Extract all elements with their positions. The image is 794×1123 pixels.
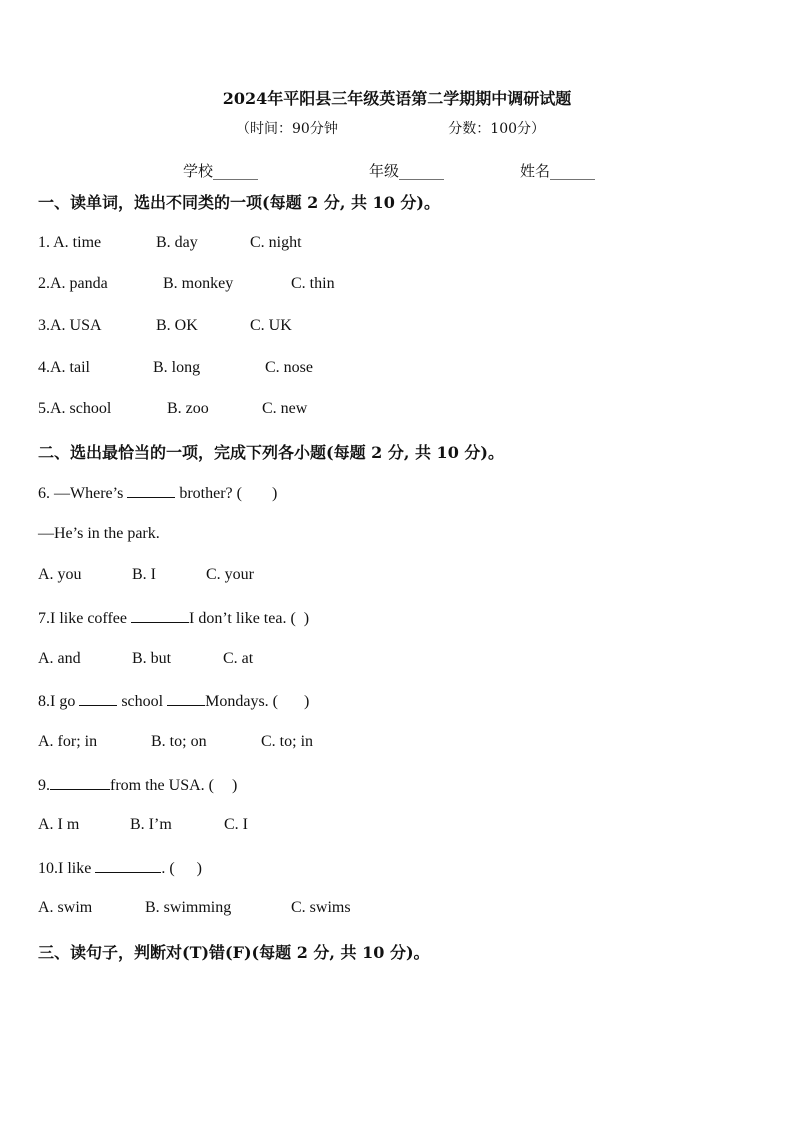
question-6-stem xyxy=(38,483,277,503)
option-c: C. I xyxy=(224,816,248,833)
stem-text: from the USA. ( xyxy=(110,777,214,794)
option-a: 4.A. tail xyxy=(38,359,90,376)
stem-text: ) xyxy=(231,777,238,794)
answer-blank[interactable] xyxy=(127,483,175,498)
question-8-stem xyxy=(38,691,309,711)
question-10-stem xyxy=(38,858,202,878)
answer-blank[interactable] xyxy=(95,858,161,873)
question-7-stem xyxy=(38,608,309,628)
stem-text: brother? ( xyxy=(179,485,242,502)
school-field[interactable]: 学校______ xyxy=(183,162,259,180)
option-c: C. night xyxy=(250,234,302,251)
question-9-stem xyxy=(38,775,237,795)
option-c: C. to; in xyxy=(261,733,314,750)
answer-blank[interactable] xyxy=(79,691,117,706)
question-6-options xyxy=(38,566,758,586)
option-a: 5.A. school xyxy=(38,400,112,417)
question-8-options xyxy=(38,733,758,753)
section-3-heading: 三、读句子，判断对(T)错(F)(每题 2 分, 共 10 分)。 xyxy=(38,943,430,962)
option-c: C. UK xyxy=(250,317,292,334)
question-4 xyxy=(38,359,758,379)
stem-text: ) xyxy=(303,610,310,627)
option-b: B. long xyxy=(153,359,201,376)
stem-text: I don’t like tea. ( xyxy=(189,610,296,627)
option-b: B. zoo xyxy=(167,400,209,417)
question-5 xyxy=(38,400,758,420)
question-2 xyxy=(38,275,758,295)
stem-text: 10.I like xyxy=(38,860,92,877)
exam-score: 分数：100分） xyxy=(448,121,546,137)
answer-blank[interactable] xyxy=(167,691,205,706)
stem-text: ) xyxy=(196,860,202,877)
exam-meta xyxy=(236,118,545,138)
grade-field[interactable]: 年级______ xyxy=(369,162,445,180)
exam-time: （时间：90分钟 xyxy=(236,121,338,137)
option-a: 3.A. USA xyxy=(38,317,102,334)
option-a: A. and xyxy=(38,650,81,667)
stem-text: . ( xyxy=(161,860,175,877)
exam-title: 2024年平阳县三年级英语第二学期期中调研试题 xyxy=(222,89,572,108)
stem-text: 8.I go xyxy=(38,693,76,710)
option-a: A. for; in xyxy=(38,733,98,750)
section-2-heading: 二、选出最恰当的一项，完成下列各小题(每题 2 分, 共 10 分)。 xyxy=(38,443,504,462)
question-6-reply: —He’s in the park. xyxy=(38,525,160,542)
option-a: 2.A. panda xyxy=(38,275,108,292)
option-a: A. you xyxy=(38,566,82,583)
option-c: C. nose xyxy=(265,359,313,376)
stem-text: 9. xyxy=(38,777,50,794)
option-a: A. swim xyxy=(38,899,93,916)
stem-text: ) xyxy=(304,693,310,710)
stem-text: 6. —Where’s xyxy=(38,485,124,502)
option-b: B. swimming xyxy=(145,899,232,916)
option-b: B. to; on xyxy=(151,733,207,750)
option-c: C. thin xyxy=(291,275,335,292)
section-1-heading: 一、读单词，选出不同类的一项(每题 2 分, 共 10 分)。 xyxy=(38,193,440,212)
question-7-options xyxy=(38,650,758,670)
option-b: B. I xyxy=(132,566,156,583)
name-field[interactable]: 姓名______ xyxy=(520,162,596,180)
option-b: B. I’m xyxy=(130,816,172,833)
option-c: C. new xyxy=(262,400,308,417)
question-10-options xyxy=(38,899,758,919)
option-b: B. monkey xyxy=(163,275,234,292)
option-b: B. day xyxy=(156,234,198,251)
option-b: B. but xyxy=(132,650,172,667)
option-b: B. OK xyxy=(156,317,198,334)
stem-text: school xyxy=(121,693,164,710)
option-c: C. your xyxy=(206,566,254,583)
option-a: 1. A. time xyxy=(38,234,102,251)
option-c: C. swims xyxy=(291,899,351,916)
stem-text: ) xyxy=(271,485,278,502)
stem-text: Mondays. ( xyxy=(205,693,278,710)
stem-text: 7.I like coffee xyxy=(38,610,127,627)
question-3 xyxy=(38,317,758,337)
question-1 xyxy=(38,234,758,254)
option-c: C. at xyxy=(223,650,254,667)
question-9-options xyxy=(38,816,758,836)
option-a: A. I m xyxy=(38,816,80,833)
answer-blank[interactable] xyxy=(50,775,110,790)
answer-blank[interactable] xyxy=(131,608,189,623)
